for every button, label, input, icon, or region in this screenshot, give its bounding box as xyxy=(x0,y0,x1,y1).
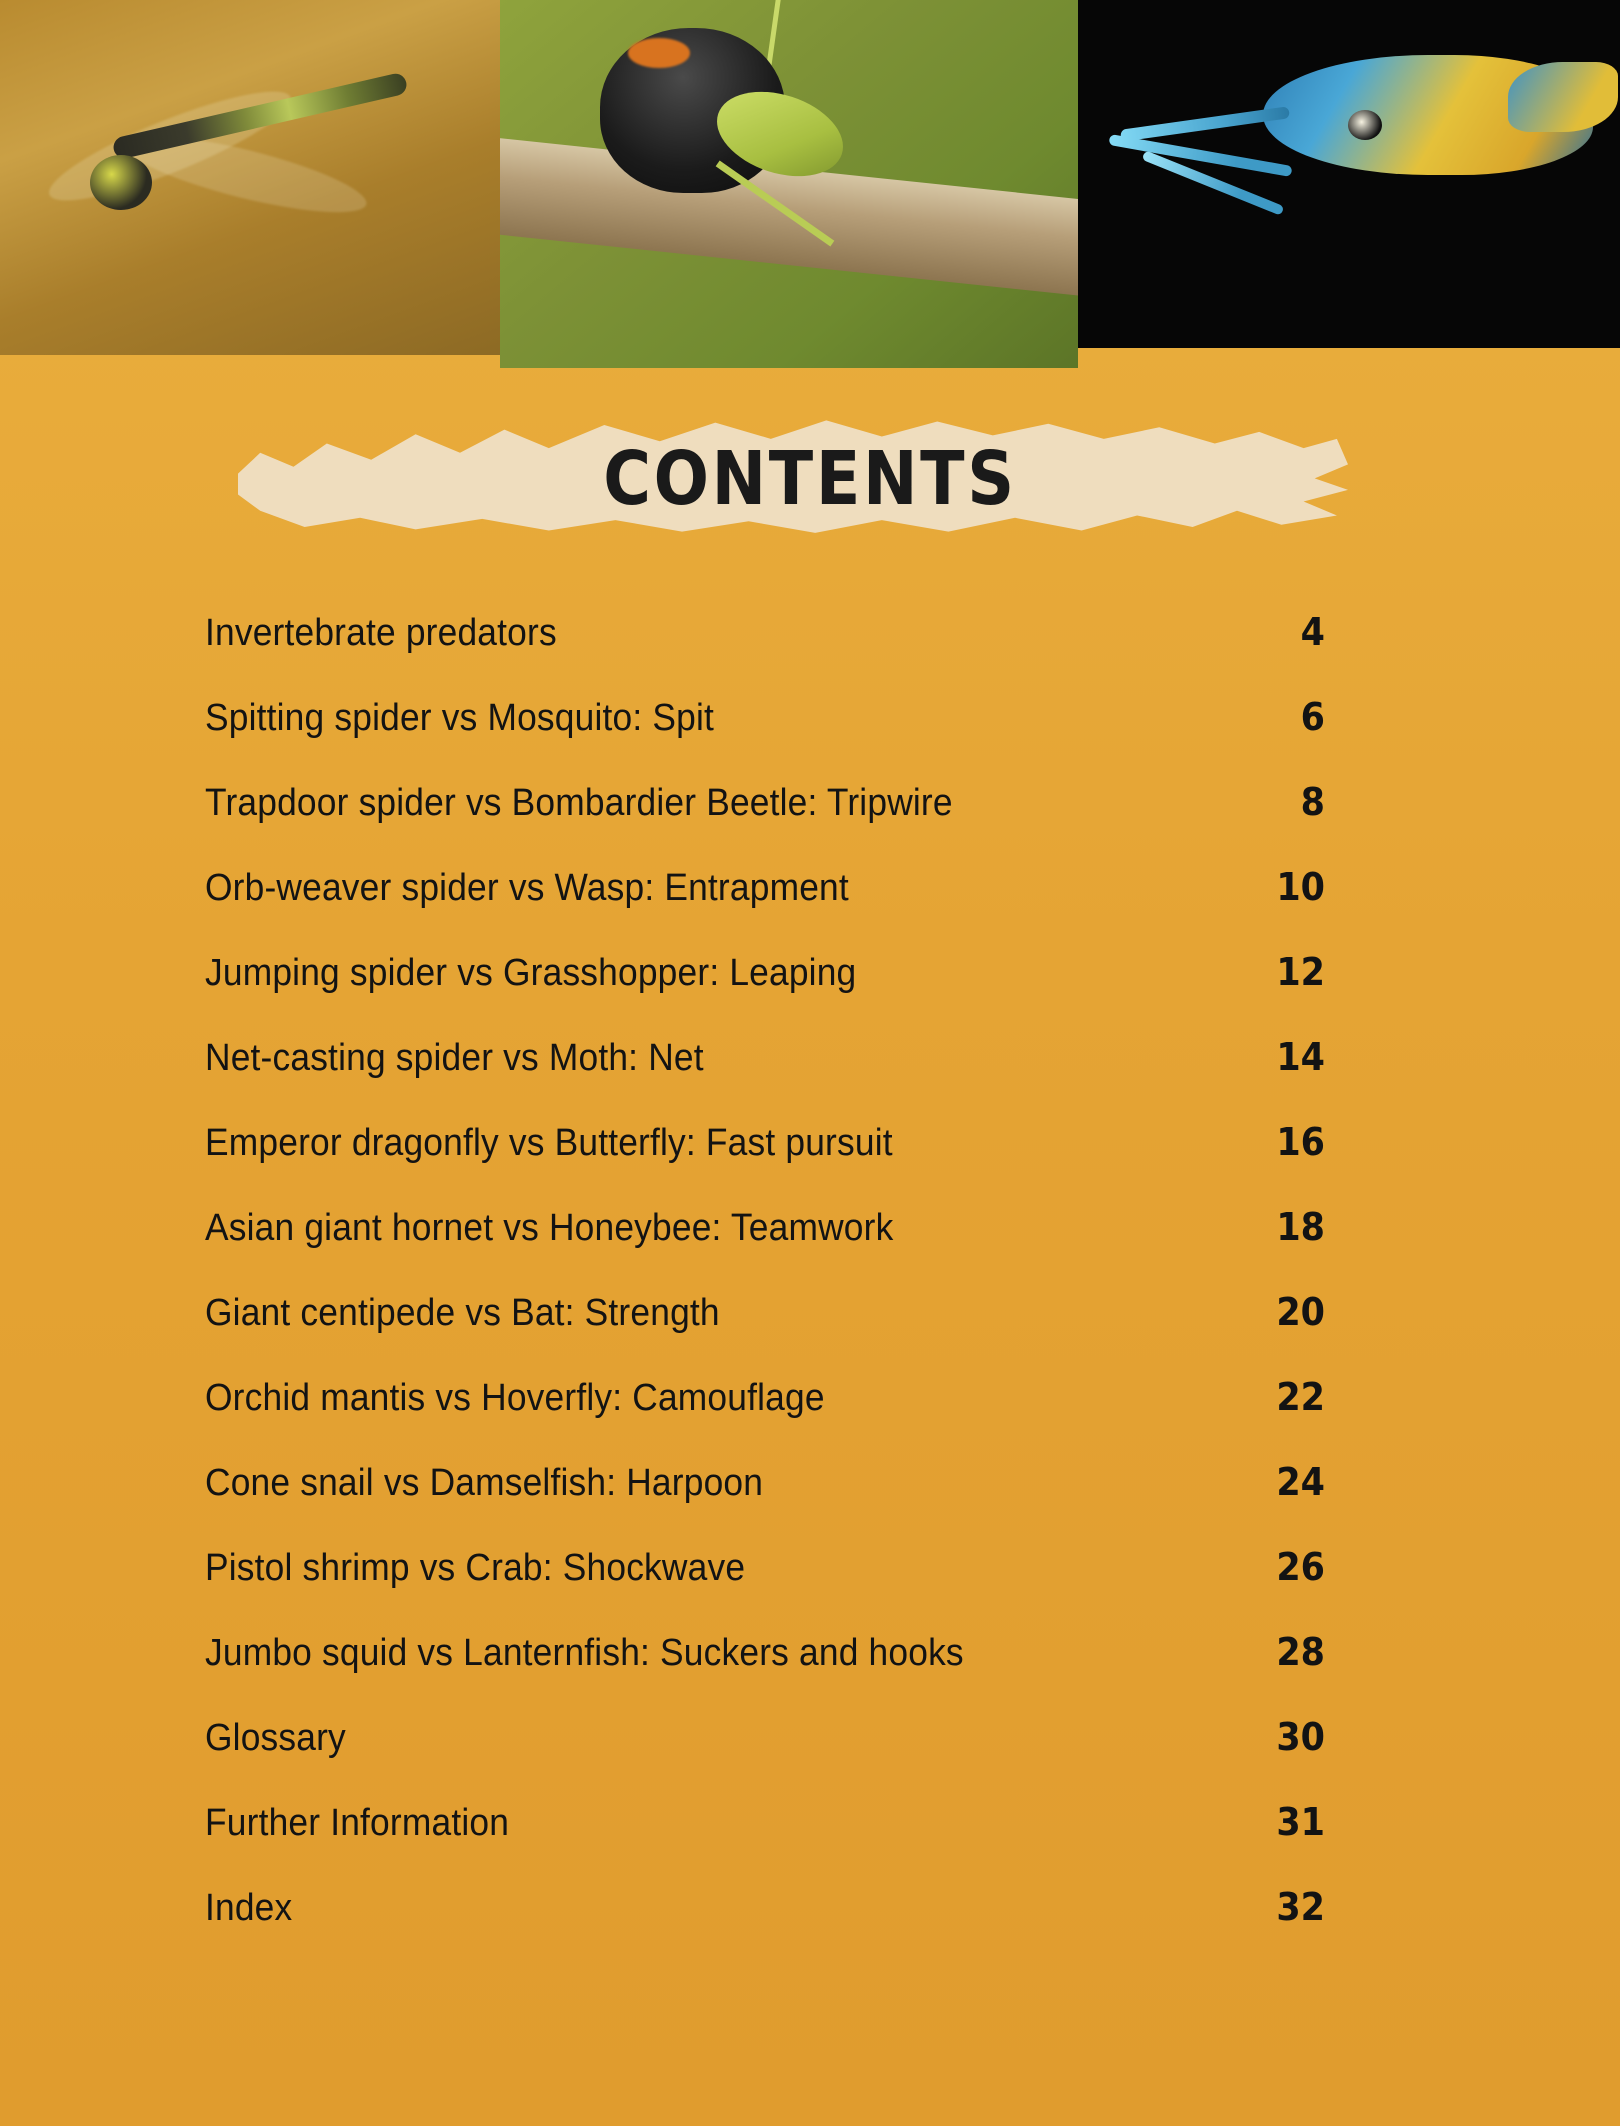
photo-dragonfly-in-flight xyxy=(0,0,500,355)
toc-entry-page: 20 xyxy=(1276,1290,1325,1334)
toc-entry-page: 14 xyxy=(1276,1035,1325,1079)
page-title: CONTENTS xyxy=(603,436,1017,522)
list-item[interactable] xyxy=(205,1205,1325,1290)
toc-entry-page: 10 xyxy=(1276,865,1325,909)
toc-entry-title: Jumping spider vs Grasshopper: Leaping xyxy=(205,952,857,994)
spider-abdomen-spot xyxy=(628,38,690,68)
dragonfly-head-shape xyxy=(90,155,152,210)
squid-eye-shape xyxy=(1348,110,1382,140)
list-item[interactable] xyxy=(205,610,1325,695)
toc-entry-page: 12 xyxy=(1276,950,1325,994)
list-item[interactable] xyxy=(205,950,1325,1035)
contents-banner xyxy=(0,404,1620,554)
toc-entry-title: Index xyxy=(205,1887,293,1929)
list-item[interactable] xyxy=(205,695,1325,780)
toc-entry-page: 18 xyxy=(1276,1205,1325,1249)
list-item[interactable] xyxy=(205,1800,1325,1885)
list-item[interactable] xyxy=(205,1120,1325,1205)
list-item[interactable] xyxy=(205,1035,1325,1120)
toc-entry-title: Pistol shrimp vs Crab: Shockwave xyxy=(205,1547,746,1589)
list-item[interactable] xyxy=(205,1545,1325,1630)
toc-entry-title: Cone snail vs Damselfish: Harpoon xyxy=(205,1462,764,1504)
toc-entry-page: 31 xyxy=(1276,1800,1325,1844)
list-item[interactable] xyxy=(205,1375,1325,1460)
toc-entry-title: Jumbo squid vs Lanternfish: Suckers and hooks xyxy=(205,1632,964,1674)
toc-entry-page: 32 xyxy=(1276,1885,1325,1929)
photo-spider-eating-cricket xyxy=(500,0,1078,368)
toc-entry-page: 6 xyxy=(1300,695,1325,739)
toc-entry-page: 16 xyxy=(1276,1120,1325,1164)
list-item[interactable] xyxy=(205,1460,1325,1545)
toc-entry-title: Further Information xyxy=(205,1802,510,1844)
photo-squid xyxy=(1078,0,1620,348)
squid-arm-shape xyxy=(1108,134,1292,177)
toc-entry-title: Giant centipede vs Bat: Strength xyxy=(205,1292,720,1334)
squid-fin-shape xyxy=(1508,62,1618,132)
dragonfly-body-shape xyxy=(111,72,408,161)
list-item[interactable] xyxy=(205,780,1325,865)
toc-entry-title: Spitting spider vs Mosquito: Spit xyxy=(205,697,715,739)
list-item[interactable] xyxy=(205,1290,1325,1375)
toc-entry-title: Net-casting spider vs Moth: Net xyxy=(205,1037,704,1079)
toc-entry-title: Asian giant hornet vs Honeybee: Teamwork xyxy=(205,1207,894,1249)
toc-entry-page: 28 xyxy=(1276,1630,1325,1674)
toc-entry-title: Emperor dragonfly vs Butterfly: Fast pursuit xyxy=(205,1122,893,1164)
toc-entry-title: Trapdoor spider vs Bombardier Beetle: Tripwire xyxy=(205,782,953,824)
list-item[interactable] xyxy=(205,1630,1325,1715)
toc-entry-title: Invertebrate predators xyxy=(205,612,557,654)
toc-entry-title: Glossary xyxy=(205,1717,346,1759)
toc-entry-page: 24 xyxy=(1276,1460,1325,1504)
toc-entry-page: 30 xyxy=(1276,1715,1325,1759)
photo-strip xyxy=(0,0,1620,368)
table-of-contents xyxy=(205,610,1325,1970)
toc-entry-page: 22 xyxy=(1276,1375,1325,1419)
toc-entry-page: 8 xyxy=(1300,780,1325,824)
toc-entry-page: 4 xyxy=(1300,610,1325,654)
list-item[interactable] xyxy=(205,1885,1325,1970)
toc-entry-page: 26 xyxy=(1276,1545,1325,1589)
list-item[interactable] xyxy=(205,865,1325,950)
list-item[interactable] xyxy=(205,1715,1325,1800)
toc-entry-title: Orb-weaver spider vs Wasp: Entrapment xyxy=(205,867,849,909)
toc-entry-title: Orchid mantis vs Hoverfly: Camouflage xyxy=(205,1377,825,1419)
